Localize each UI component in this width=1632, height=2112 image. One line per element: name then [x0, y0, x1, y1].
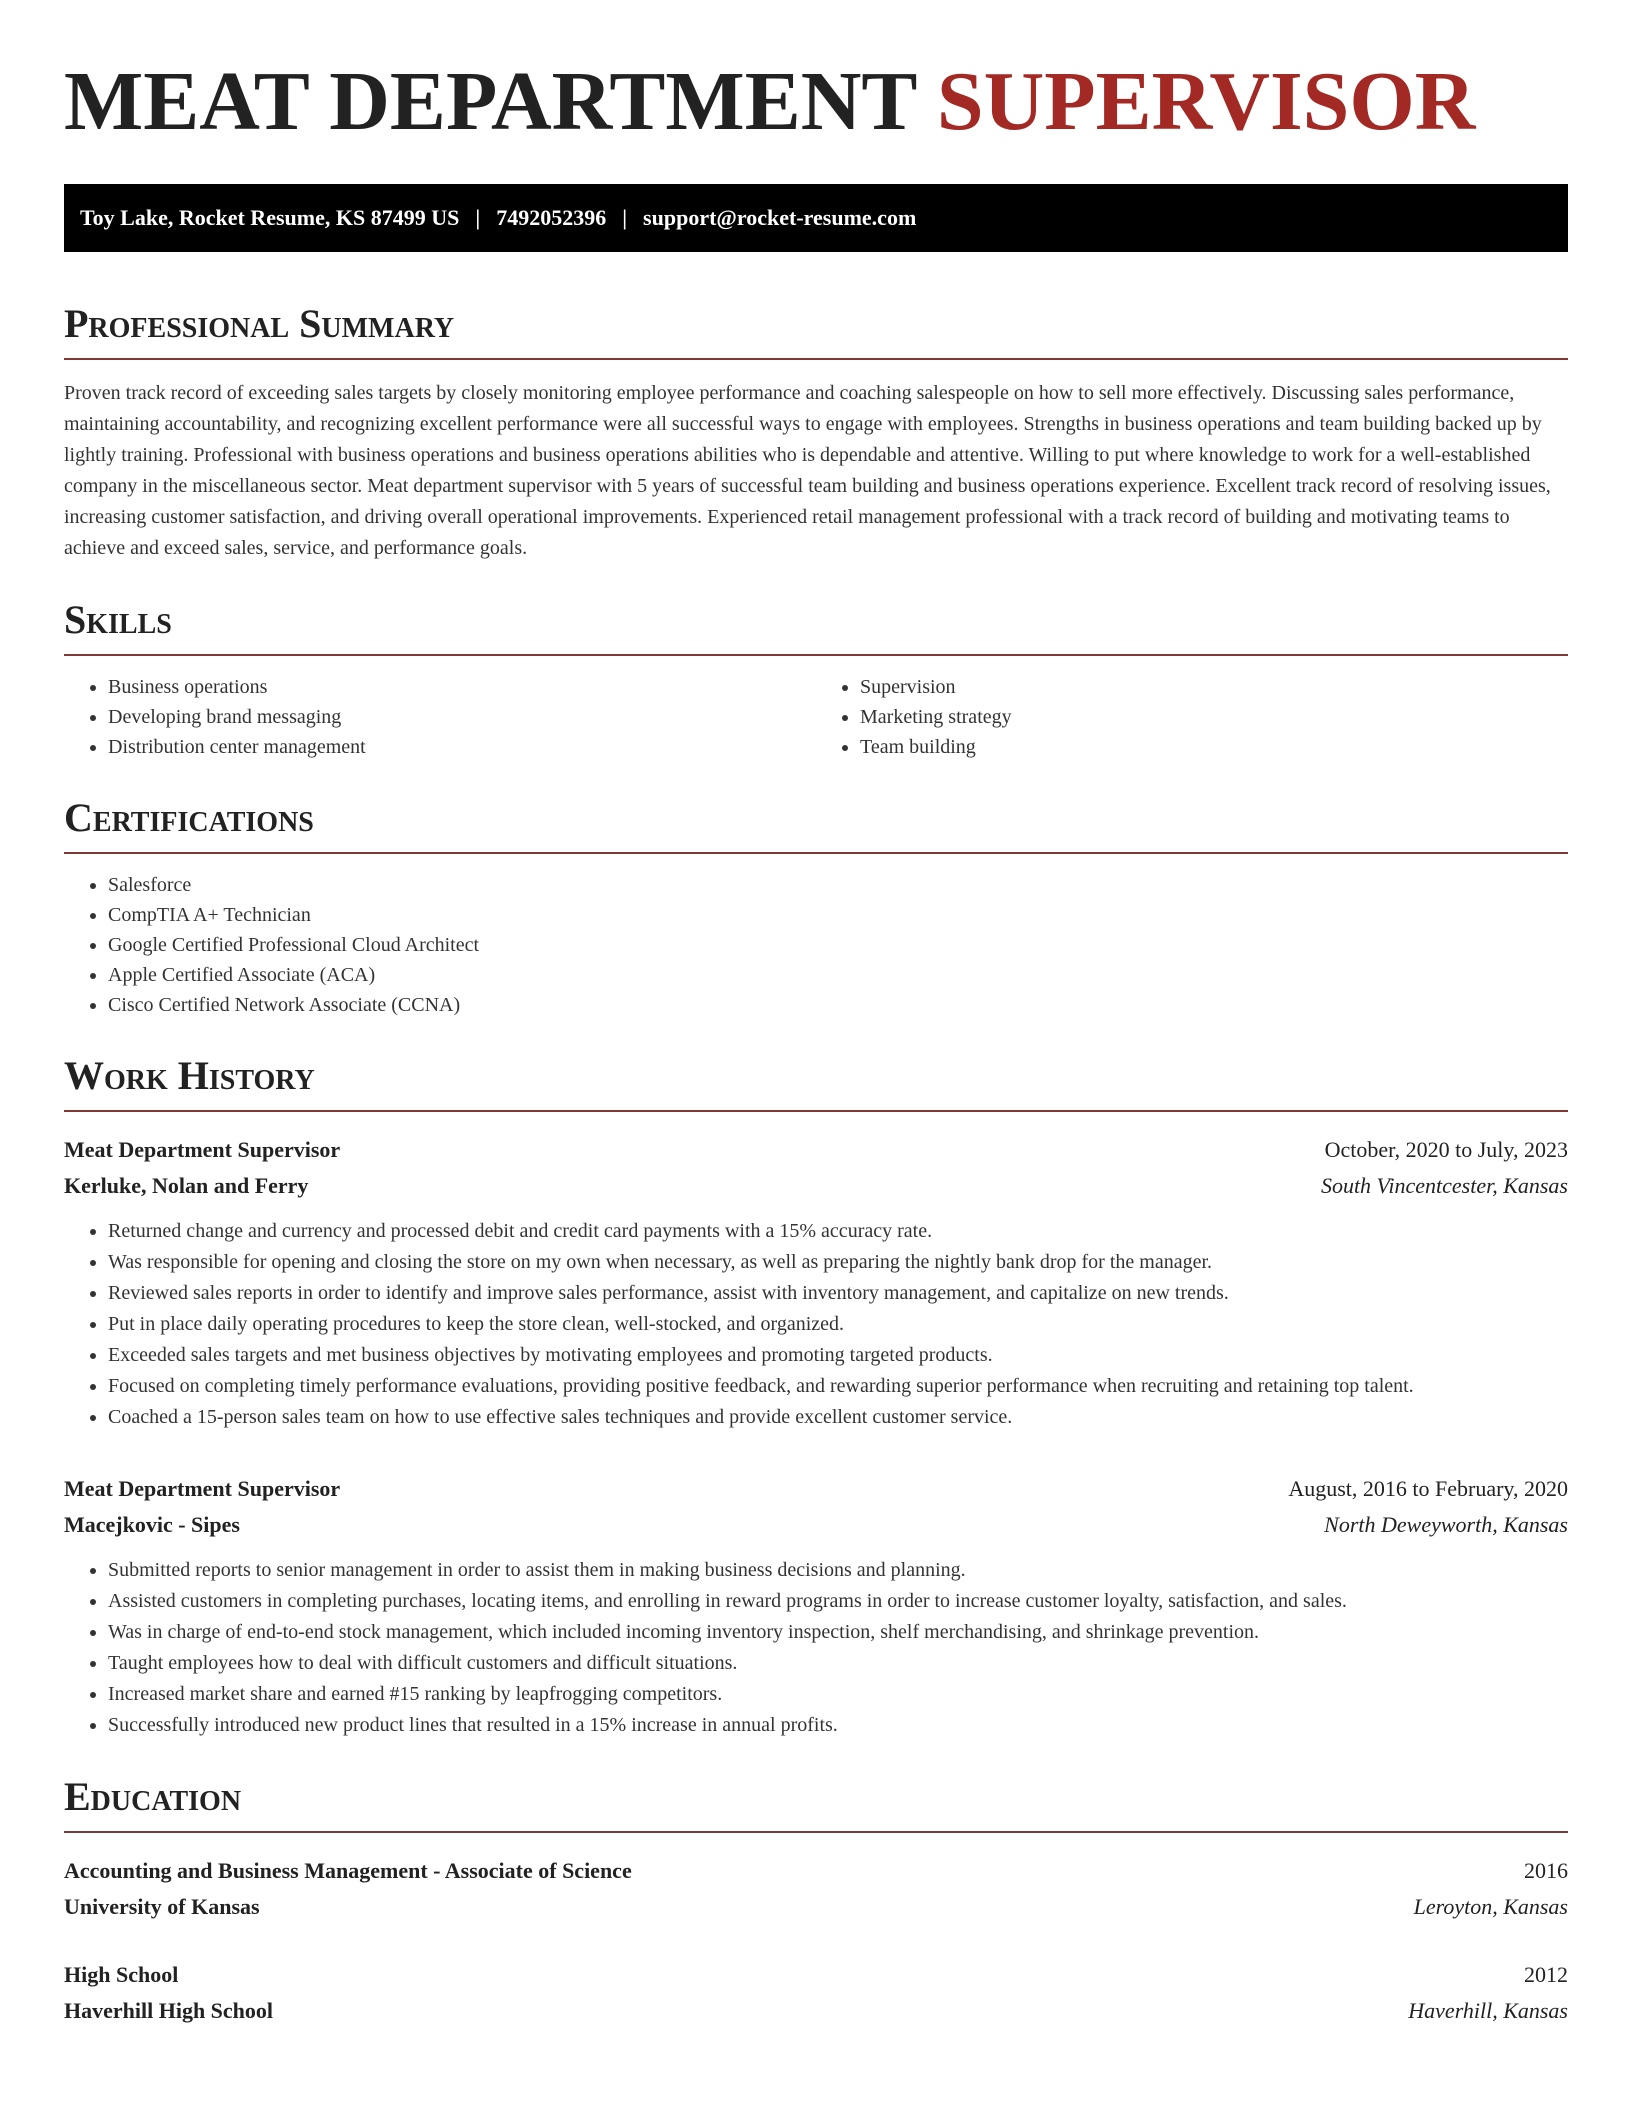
job-bullet: • Coached a 15-person sales team on how to use effective sales techniques and provide excellent customer service. [108, 1402, 1568, 1433]
job-entry [64, 1132, 1568, 1433]
contact-separator: | [622, 205, 628, 230]
job-bullet: • Submitted reports to senior management in order to assist them in making business decisions and planning. [108, 1555, 1568, 1586]
title-accent: SUPERVISOR [936, 55, 1476, 148]
education-school: University of Kansas [64, 1894, 260, 1919]
job-location: South Vincentcester, Kansas [1320, 1173, 1568, 1198]
skills-list-right [816, 672, 1568, 762]
summary-section [64, 301, 1568, 564]
job-title: Meat Department Supervisor [64, 1137, 341, 1162]
section-heading: Work History [64, 1056, 1568, 1112]
section-heading: Certifications [64, 798, 1568, 854]
job-bullets [64, 1216, 1568, 1433]
job-bullet: • Exceeded sales targets and met business objectives by motivating employees and promoting targeted products. [108, 1340, 1568, 1371]
education-degree: Accounting and Business Management - Associate of Science [64, 1858, 632, 1883]
contact-phone: 7492052396 [496, 205, 607, 230]
job-bullet: • Taught employees how to deal with difficult customers and difficult situations. [108, 1648, 1568, 1679]
certification-item: • Google Certified Professional Cloud Architect [108, 930, 1568, 960]
contact-address: Toy Lake, Rocket Resume, KS 87499 US [80, 205, 460, 230]
skill-item: • Team building [860, 732, 1568, 762]
education-year: 2016 [1524, 1858, 1568, 1883]
section-heading: Skills [64, 600, 1568, 656]
skill-item: • Business operations [108, 672, 816, 702]
education-year: 2012 [1524, 1962, 1568, 1987]
job-bullet: • Put in place daily operating procedures to keep the store clean, well-stocked, and organized. [108, 1309, 1568, 1340]
certifications-section [64, 795, 1568, 1020]
skills-list-left [64, 672, 816, 762]
section-heading: Professional Summary [64, 304, 1568, 360]
skill-item: • Marketing strategy [860, 702, 1568, 732]
certification-item: • Cisco Certified Network Associate (CCNA) [108, 990, 1568, 1020]
contact-email: support@rocket-resume.com [643, 205, 917, 230]
job-company-row [64, 1507, 1568, 1543]
education-entry [64, 1853, 1568, 1925]
education-degree: High School [64, 1962, 179, 1987]
education-degree-row [64, 1957, 1568, 1993]
job-dates: October, 2020 to July, 2023 [1324, 1137, 1568, 1162]
education-school-row [64, 1889, 1568, 1925]
resume-title [64, 55, 1568, 148]
work-history-section [64, 1053, 1568, 1741]
education-location: Leroyton, Kansas [1413, 1894, 1568, 1919]
education-section [64, 1774, 1568, 2029]
education-location: Haverhill, Kansas [1408, 1998, 1568, 2023]
section-heading: Education [64, 1777, 1568, 1833]
skill-item: • Distribution center management [108, 732, 816, 762]
job-title: Meat Department Supervisor [64, 1476, 341, 1501]
skill-item: • Supervision [860, 672, 1568, 702]
skills-section [64, 597, 1568, 762]
certification-item: • Apple Certified Associate (ACA) [108, 960, 1568, 990]
job-bullets [64, 1555, 1568, 1741]
job-company: Macejkovic - Sipes [64, 1512, 240, 1537]
education-entry [64, 1957, 1568, 2029]
summary-text: Proven track record of exceeding sales targets by closely monitoring employee performance and coaching salespeople on how to sell more effectively. Discussing sales performance, maintaining accountability, and recognizing excellent performance were all successful ways to engage with employees. Strengths in business operations and team building backed up by lightly training. Professional with business operations and business operations abilities who is dependable and attentive. Willing to put where knowledge to work for a well-established company in the miscellaneous sector. Meat department supervisor with 5 years of successful team building and business operations experience. Excellent track record of resolving issues, increasing customer satisfaction, and driving overall operational improvements. Experienced retail management professional with a track record of building and motivating teams to achieve and exceed sales, service, and performance goals. [64, 382, 1551, 559]
job-dates: August, 2016 to February, 2020 [1288, 1476, 1568, 1501]
job-header-row [64, 1471, 1568, 1507]
job-company: Kerluke, Nolan and Ferry [64, 1173, 309, 1198]
job-header-row [64, 1132, 1568, 1168]
job-bullet: • Focused on completing timely performance evaluations, providing positive feedback, and rewarding superior performance when recruiting and retaining top talent. [108, 1371, 1568, 1402]
job-bullet: • Returned change and currency and processed debit and credit card payments with a 15% accuracy rate. [108, 1216, 1568, 1247]
job-entry [64, 1471, 1568, 1741]
job-location: North Deweyworth, Kansas [1324, 1512, 1568, 1537]
job-bullet: • Was in charge of end-to-end stock management, which included incoming inventory inspection, shelf merchandising, and shrinkage prevention. [108, 1617, 1568, 1648]
job-bullet: • Assisted customers in completing purchases, locating items, and enrolling in reward programs in order to increase customer loyalty, satisfaction, and sales. [108, 1586, 1568, 1617]
job-bullet: • Reviewed sales reports in order to identify and improve sales performance, assist with inventory management, and capitalize on new trends. [108, 1278, 1568, 1309]
contact-separator: | [475, 205, 481, 230]
title-main: MEAT DEPARTMENT [64, 55, 916, 148]
job-bullet: • Was responsible for opening and closing the store on my own when necessary, as well as preparing the nightly bank drop for the manager. [108, 1247, 1568, 1278]
job-bullet: • Successfully introduced new product lines that resulted in a 15% increase in annual profits. [108, 1710, 1568, 1741]
education-degree-row [64, 1853, 1568, 1889]
education-school: Haverhill High School [64, 1998, 274, 2023]
skill-item: • Developing brand messaging [108, 702, 816, 732]
skills-grid [64, 672, 1568, 762]
certification-item: • Salesforce [108, 870, 1568, 900]
contact-bar [64, 184, 1568, 252]
job-company-row [64, 1168, 1568, 1204]
education-school-row [64, 1993, 1568, 2029]
certification-item: • CompTIA A+ Technician [108, 900, 1568, 930]
job-bullet: • Increased market share and earned #15 ranking by leapfrogging competitors. [108, 1679, 1568, 1710]
certifications-list [64, 870, 1568, 1020]
